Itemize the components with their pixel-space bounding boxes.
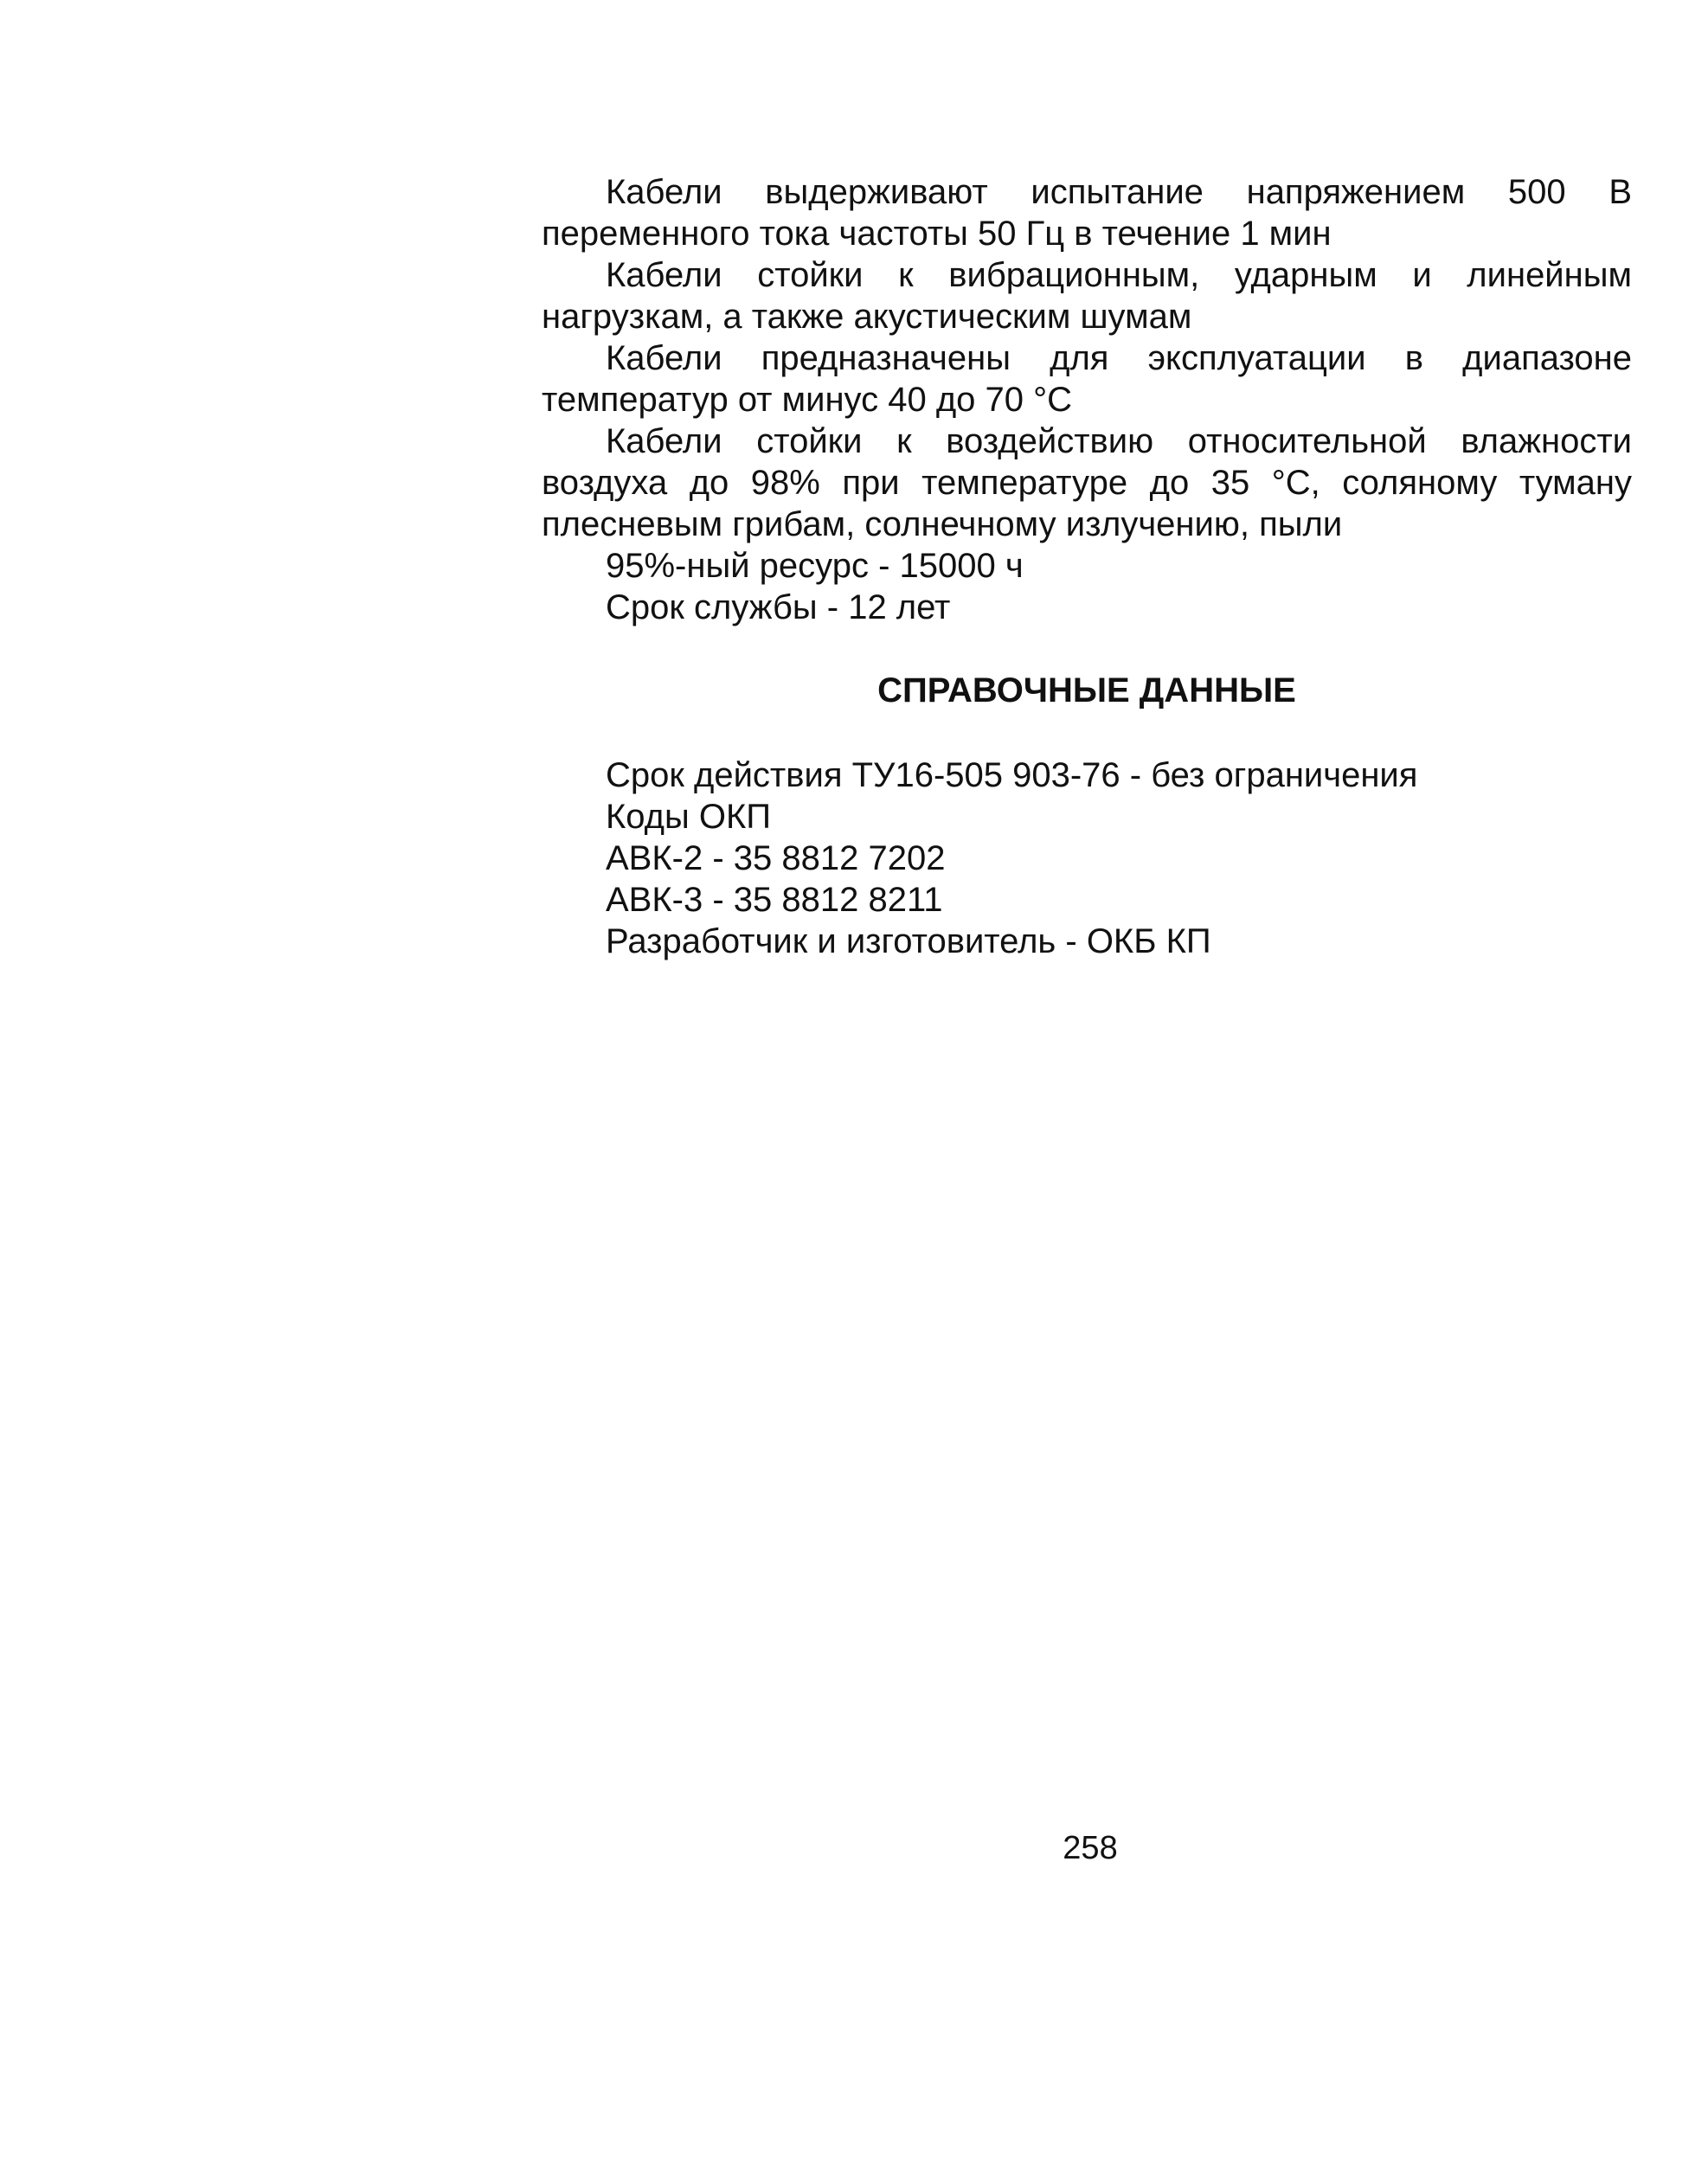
paragraph-temperature-range: Кабели предназначены для эксплуатации в диапазоне температур от минус 40 до 70 °С [542, 339, 1632, 419]
page-number: 258 [1063, 1830, 1118, 1866]
reference-code-avk2: АВК-2 - 35 8812 7202 [606, 839, 946, 877]
reference-validity: Срок действия ТУ16-505 903-76 - без ограничения [606, 756, 1418, 794]
reference-developer: Разработчик и изготовитель - ОКБ КП [606, 922, 1211, 960]
body-text [542, 171, 1632, 628]
paragraph-humidity-resistance: Кабели стойки к воздействию относительной влажности воздуха до 98% при температуре до 35 °С, соляному туману плесневым грибам, солнечному излучению, пыли [542, 422, 1632, 543]
paragraph-service-life: Срок службы - 12 лет [606, 588, 951, 626]
paragraph-vibration-resistance: Кабели стойки к вибрационным, ударным и линейным нагрузкам, а также акустическим шумам [542, 256, 1632, 336]
paragraph-resource: 95%-ный ресурс - 15000 ч [606, 547, 1024, 585]
reference-okp-codes-label: Коды ОКП [606, 798, 772, 836]
paragraph-voltage-test: Кабели выдерживают испытание напряжением 500 В переменного тока частоты 50 Гц в течение 1 мин [542, 173, 1632, 253]
reference-data [606, 754, 1632, 962]
reference-code-avk3: АВК-3 - 35 8812 8211 [606, 881, 943, 919]
section-heading: СПРАВОЧНЫЕ ДАННЫЕ [877, 671, 1296, 709]
